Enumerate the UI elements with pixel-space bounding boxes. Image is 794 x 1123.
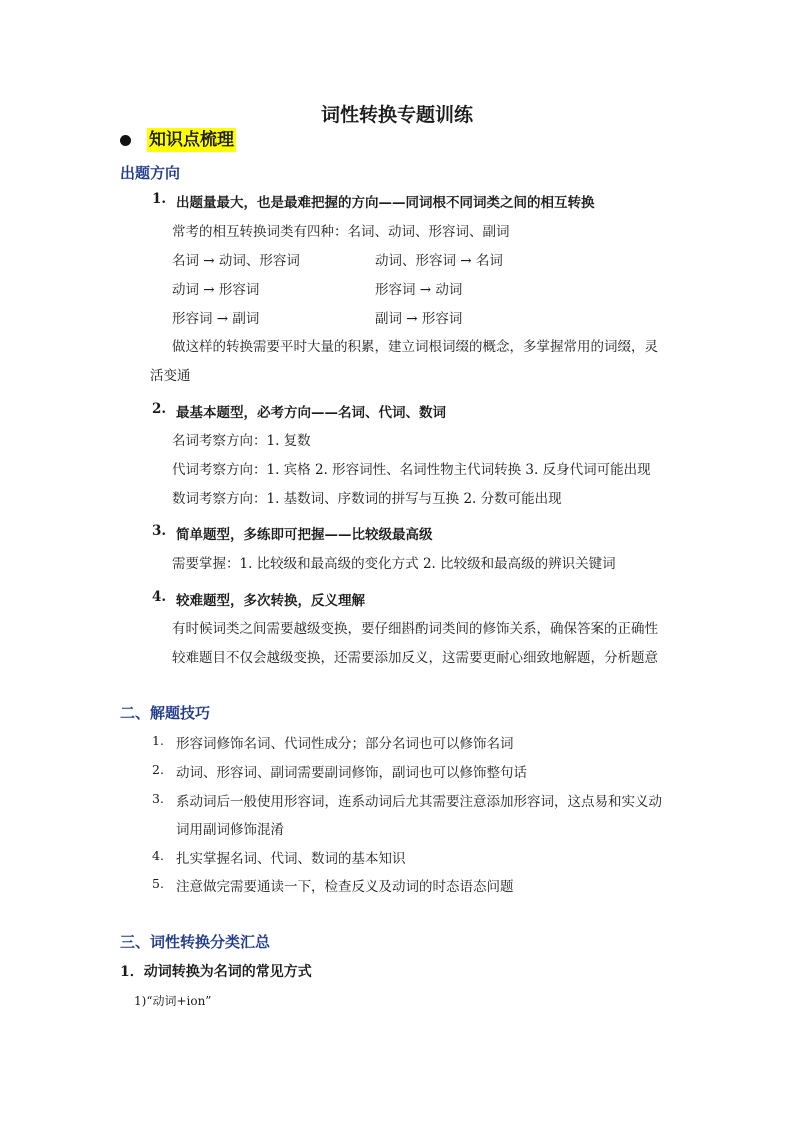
list-item: 注意做完需要通读一下，检查反义及动词的时态语态问题: [176, 879, 514, 895]
list-item: 系动词后一般使用形容词，连系动词后尤其需要注意添加形容词，这点易和实义动: [176, 794, 662, 810]
direction-heading: 出题方向: [120, 164, 181, 182]
item-text: 做这样的转换需要平时大量的积累，建立词根词缀的概念，多掌握常用的词缀，灵: [172, 339, 658, 355]
item-text: 较难题目不仅会越级变换，还需要添加反义，这需要更耐心细致地解题，分析题意: [172, 650, 658, 666]
item-text: 需要掌握：1. 比较级和最高级的变化方式 2. 比较级和最高级的辨识关键词: [172, 556, 616, 572]
list-number: 2.: [152, 762, 164, 777]
item-number: 4.: [152, 589, 167, 605]
item-title: 最基本题型，必考方向——名词、代词、数词: [176, 405, 446, 421]
list-number: 5.: [152, 876, 164, 891]
item-number: 3.: [152, 523, 167, 539]
conversion-right: 形容词 → 动词: [375, 282, 463, 298]
list-item: 形容词修饰名词、代词性成分；部分名词也可以修饰名词: [176, 736, 514, 752]
section-heading: 三、词性转换分类汇总: [120, 933, 271, 951]
conversion-left: 形容词 → 副词: [172, 311, 260, 327]
list-item: 1)“动词+ion”: [134, 994, 212, 1008]
item-title: 较难题型，多次转换，反义理解: [176, 593, 365, 609]
knowledge-heading-row: [120, 128, 236, 152]
item-text: 名词考察方向：1. 复数: [172, 433, 311, 449]
item-number: 2.: [152, 401, 167, 417]
list-number: 1.: [152, 733, 164, 748]
list-item: 扎实掌握名词、代词、数词的基本知识: [176, 851, 406, 867]
list-item: 动词、形容词、副词需要副词修饰，副词也可以修饰整句话: [176, 765, 527, 781]
knowledge-heading: 知识点梳理: [149, 130, 234, 150]
subsection-heading: 1．动词转换为名词的常见方式: [120, 964, 312, 980]
bullet-icon: [120, 135, 131, 146]
list-item-continuation: 词用副词修饰混淆: [176, 822, 284, 838]
list-number: 4.: [152, 848, 164, 863]
item-title: 出题量最大，也是最难把握的方向——同词根不同词类之间的相互转换: [176, 195, 595, 211]
item-number: 1.: [152, 191, 167, 207]
list-number: 3.: [152, 791, 164, 806]
conversion-left: 动词 → 形容词: [172, 282, 260, 298]
conversion-left: 名词 → 动词、形容词: [172, 253, 300, 269]
page-title: 词性转换专题训练: [320, 104, 473, 126]
item-text: 活变通: [150, 368, 191, 384]
section-heading: 二、解题技巧: [120, 704, 211, 722]
item-text: 代词考察方向：1. 宾格 2. 形容词性、名词性物主代词转换 3. 反身代词可能出现: [172, 462, 651, 478]
conversion-right: 副词 → 形容词: [375, 311, 463, 327]
conversion-right: 动词、形容词 → 名词: [375, 253, 503, 269]
item-title: 简单题型，多练即可把握——比较级最高级: [176, 527, 433, 543]
item-text: 数词考察方向：1. 基数词、序数词的拼写与互换 2. 分数可能出现: [172, 491, 562, 507]
item-text: 常考的相互转换词类有四种：名词、动词、形容词、副词: [172, 224, 510, 240]
item-text: 有时候词类之间需要越级变换，要仔细斟酌词类间的修饰关系，确保答案的正确性: [172, 621, 658, 637]
